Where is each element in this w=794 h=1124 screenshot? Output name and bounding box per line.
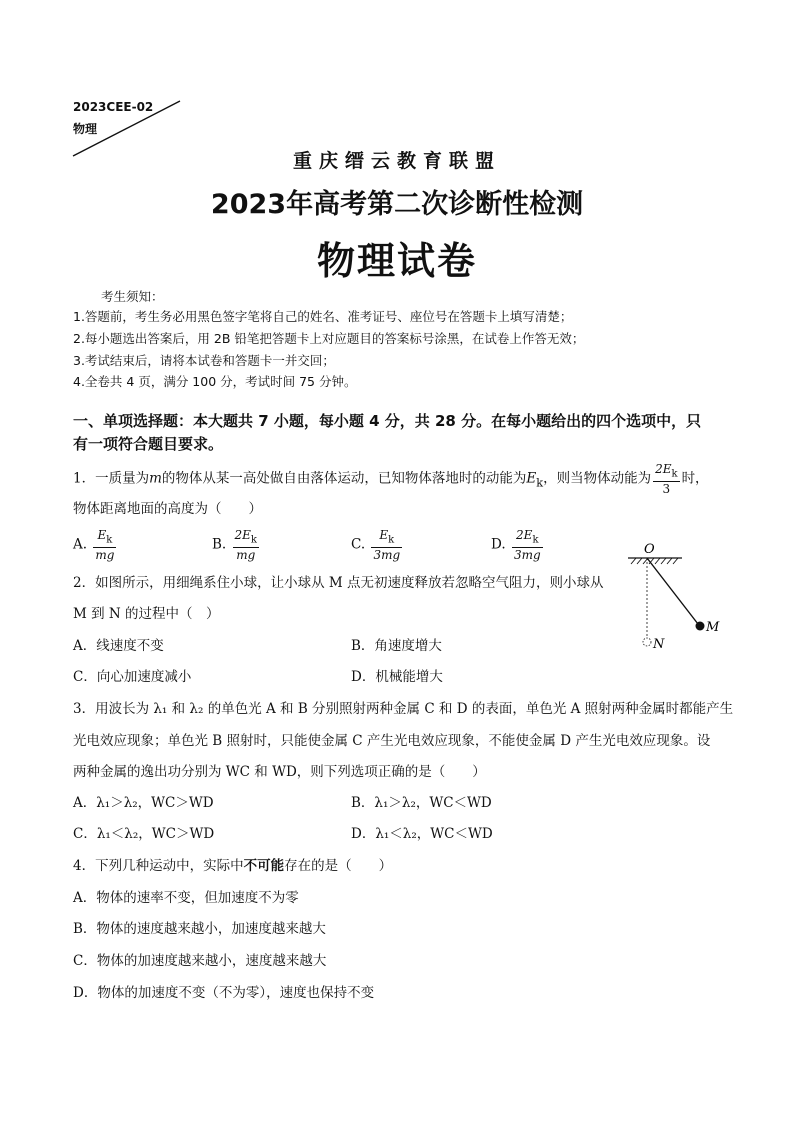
ceiling-hatch bbox=[631, 558, 678, 564]
fraction-denominator: 3mg bbox=[513, 548, 541, 563]
q1-fraction-sub: k bbox=[671, 468, 678, 480]
q4-text: 4．下列几种运动中，实际中 bbox=[73, 858, 244, 874]
q4-option-a: A．物体的速率不变，但加速度不为零 bbox=[73, 890, 299, 906]
section-heading bbox=[73, 410, 733, 456]
q1-text: 时， bbox=[681, 470, 709, 487]
notice-item: 4.全卷共 4 页，满分 100 分，考试时间 75 分钟。 bbox=[73, 374, 357, 389]
q1-option-d bbox=[491, 528, 545, 562]
option-label: A. bbox=[73, 536, 88, 553]
notice-heading: 考生须知： bbox=[101, 289, 164, 304]
q4-text: 存在的是（ ） bbox=[284, 858, 393, 874]
label-n: N bbox=[653, 637, 665, 652]
q4-option-c: C．物体的加速度越来越小，速度越来越大 bbox=[73, 953, 327, 969]
q1-fraction-numerator: 2E bbox=[655, 462, 672, 476]
q1-option-a bbox=[73, 528, 118, 562]
q1-option-b bbox=[212, 528, 261, 562]
fraction-sub: k bbox=[388, 534, 395, 546]
section-heading-line: 有一项符合题目要求。 bbox=[73, 435, 224, 453]
fraction-sub: k bbox=[106, 534, 113, 546]
question-2-line1: 2．如图所示，用细绳系住小球，让小球从 M 点无初速度释放若忽略空气阻力，则小球从 bbox=[73, 575, 604, 591]
q1-fraction bbox=[653, 462, 679, 496]
q3-option-b: B．λ₁＞λ₂，WC＜WD bbox=[351, 795, 492, 811]
fraction-denominator: mg bbox=[95, 548, 115, 563]
paper-title: 物理试卷 bbox=[316, 239, 477, 283]
q3-option-c: C．λ₁＜λ₂，WC＞WD bbox=[73, 826, 215, 842]
q1-text: 1．一质量为 bbox=[73, 470, 150, 487]
question-1-line2: 物体距离地面的高度为（ ） bbox=[73, 501, 262, 517]
notice-item: 2.每小题选出答案后，用 2B 铅笔把答题卡上对应题目的答案标号涂黑，在试卷上作答无效； bbox=[73, 331, 585, 346]
exam-title: 2023年高考第二次诊断性检测 bbox=[210, 189, 584, 220]
q2-option-a: A．线速度不变 bbox=[73, 638, 164, 654]
question-2-line2: M 到 N 的过程中（ ） bbox=[73, 606, 220, 622]
section-heading-line: 一、单项选择题：本大题共 7 小题，每小题 4 分，共 28 分。在每小题给出的四个选项中，只 bbox=[73, 412, 702, 430]
q4-option-b: B．物体的速度越来越小，加速度越来越大 bbox=[73, 921, 326, 937]
string-line bbox=[647, 558, 698, 624]
fraction-denominator: mg bbox=[236, 548, 256, 563]
question-3-line1: 3．用波长为 λ₁ 和 λ₂ 的单色光 A 和 B 分别照射两种金属 C 和 D 的表面，单色光 A 照射两种金属时都能产生 bbox=[73, 701, 734, 717]
q3-option-a: A．λ₁＞λ₂，WC＞WD bbox=[73, 795, 214, 811]
question-3-line2: 光电效应现象；单色光 B 照射时，只能使金属 C 产生光电效应现象，不能使金属 D 产生光电效应现象。设 bbox=[73, 733, 711, 749]
label-m: M bbox=[706, 620, 720, 635]
q1-var-ek: E bbox=[526, 470, 537, 487]
fraction-sub: k bbox=[250, 534, 257, 546]
option-label: D. bbox=[491, 536, 506, 553]
option-fraction bbox=[371, 528, 402, 562]
q2-option-c: C．向心加速度减小 bbox=[73, 669, 192, 685]
fraction-numerator: E bbox=[97, 528, 107, 542]
q3-option-d: D．λ₁＜λ₂，WC＜WD bbox=[351, 826, 493, 842]
q4-emphasis: 不可能 bbox=[243, 858, 285, 874]
fraction-denominator: 3mg bbox=[373, 548, 401, 563]
ball-n bbox=[643, 638, 651, 646]
q1-option-c bbox=[351, 528, 404, 562]
q1-fraction-denominator: 3 bbox=[662, 482, 671, 497]
q2-option-b: B．角速度增大 bbox=[351, 638, 442, 654]
organization-name: 重庆缙云教育联盟 bbox=[292, 150, 501, 172]
fraction-numerator: 2E bbox=[516, 528, 533, 542]
q2-option-d: D．机械能增大 bbox=[351, 669, 443, 685]
q1-var-ek-sub: k bbox=[536, 476, 544, 490]
notice-item: 1.答题前，考生务必用黑色签字笔将自己的姓名、准考证号、座位号在答题卡上填写清楚； bbox=[73, 309, 573, 324]
option-label: C. bbox=[351, 536, 366, 553]
ball-m bbox=[696, 622, 705, 631]
q1-var-m: m bbox=[149, 470, 162, 487]
option-fraction bbox=[93, 528, 116, 562]
q4-option-d: D．物体的加速度不变（不为零），速度也保持不变 bbox=[73, 985, 375, 1001]
q1-text: ，则当物体动能为 bbox=[543, 470, 652, 487]
question-1-stem bbox=[73, 462, 733, 496]
fraction-numerator: 2E bbox=[234, 528, 251, 542]
question-4-stem bbox=[73, 855, 392, 877]
paper-code: 2023CEE-02 bbox=[73, 100, 154, 114]
option-fraction bbox=[512, 528, 543, 562]
pendulum-figure bbox=[620, 538, 730, 658]
fraction-numerator: E bbox=[379, 528, 389, 542]
subject-label: 物理 bbox=[73, 122, 98, 136]
option-label: B. bbox=[212, 536, 227, 553]
notice-item: 3.考试结束后，请将本试卷和答题卡一并交回； bbox=[73, 353, 335, 368]
question-3-line3: 两种金属的逸出功分别为 WC 和 WD，则下列选项正确的是（ ） bbox=[73, 764, 486, 780]
q1-text: 的物体从某一高处做自由落体运动，已知物体落地时的动能为 bbox=[161, 470, 527, 487]
option-fraction bbox=[233, 528, 259, 562]
fraction-sub: k bbox=[532, 534, 539, 546]
label-o: O bbox=[644, 542, 655, 557]
